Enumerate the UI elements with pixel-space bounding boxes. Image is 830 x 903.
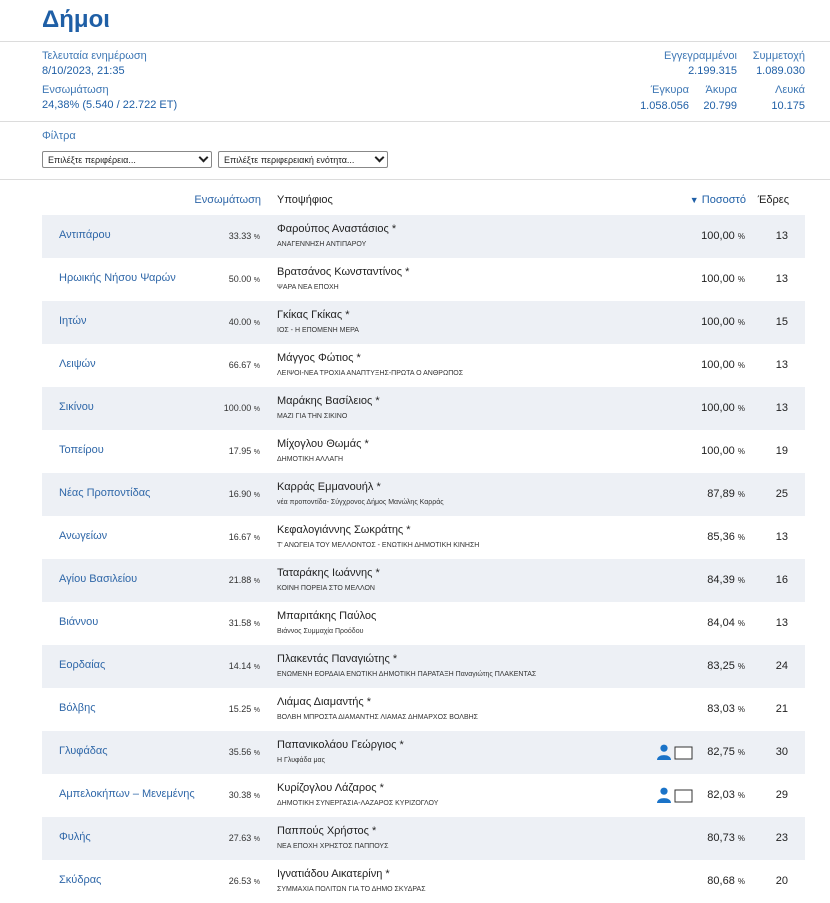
- percent-unit: %: [253, 449, 260, 456]
- table-row[interactable]: [42, 688, 805, 731]
- percentage-value: 87,89: [707, 488, 735, 500]
- person-icon: [657, 788, 671, 803]
- table-row[interactable]: [42, 860, 805, 903]
- region-select-text: Επιλέξτε περιφέρεια...: [48, 155, 136, 165]
- integration-percent: [229, 790, 260, 800]
- integration-value: 31.58: [228, 618, 252, 628]
- candidate-name: [277, 696, 371, 708]
- percent-unit: %: [253, 363, 260, 370]
- integration-percent: [229, 489, 260, 499]
- table-row[interactable]: [42, 731, 805, 774]
- party-name: ΑΝΑΓΕΝΝΗΣΗ ΑΝΤΙΠΑΡΟΥ: [277, 241, 367, 248]
- integration-percent: [229, 833, 260, 843]
- integration-value: 40.00: [228, 317, 252, 327]
- municipality-link[interactable]: Αμπελοκήπων – Μενεμένης: [59, 788, 195, 800]
- percentage-value: 80,68: [707, 875, 735, 887]
- party-name: Βιάννος Συμμαχία Προόδου: [277, 628, 364, 635]
- integration-value: 21.88: [228, 575, 252, 585]
- table-row[interactable]: [42, 430, 805, 473]
- candidate-name-text: Κεφαλογιάννης Σωκράτης: [277, 524, 404, 536]
- turnout-value: 1.089.030: [756, 65, 805, 77]
- candidate-name: [277, 610, 376, 622]
- percentage-value: 100,00: [701, 230, 735, 242]
- percent-unit: %: [253, 707, 260, 714]
- municipality-link[interactable]: Νέας Προποντίδας: [59, 487, 151, 499]
- municipality-link[interactable]: Αντιπάρου: [59, 229, 111, 241]
- candidate-name-text: Μίχογλου Θωμάς: [277, 438, 362, 450]
- registered-label: Εγγεγραμμένοι: [664, 50, 737, 62]
- invalid-label: Άκυρα: [705, 84, 737, 96]
- percentage-value: 82,75: [707, 746, 735, 758]
- integration-value: 17.95: [228, 446, 252, 456]
- candidate-name-text: Γκίκας Γκίκας: [277, 309, 343, 321]
- municipality-link[interactable]: Ηρωικής Νήσου Ψαρών: [59, 272, 176, 284]
- municipality-link[interactable]: Λειψών: [59, 358, 96, 370]
- seats-count: 20: [775, 875, 788, 887]
- table-row[interactable]: [42, 774, 805, 817]
- candidate-name-text: Μάγγος Φώτιος: [277, 352, 354, 364]
- valid-value: 1.058.056: [640, 100, 689, 112]
- integration-percent: [229, 747, 260, 757]
- percent-unit: %: [253, 277, 260, 284]
- candidate-name: [277, 352, 361, 364]
- candidate-name-text: Βρατσάνος Κωνσταντίνος: [277, 266, 403, 278]
- candidate-name: [277, 395, 380, 407]
- municipality-link[interactable]: Σκύδρας: [59, 874, 102, 886]
- divider: [0, 121, 830, 122]
- municipality-link[interactable]: Φυλής: [59, 831, 91, 843]
- vote-percentage: [701, 359, 745, 371]
- municipality-link[interactable]: Ανωγείων: [59, 530, 108, 542]
- candidate-name-text: Μπαριτάκης Παύλος: [277, 610, 377, 622]
- candidate-name: [277, 266, 409, 278]
- vote-percentage: [707, 703, 745, 715]
- party-name: ΨΑΡΑ ΝΕΑ ΕΠΟΧΗ: [277, 284, 339, 291]
- candidate-name: [277, 782, 384, 794]
- municipality-link[interactable]: Εορδαίας: [59, 659, 106, 671]
- vote-percentage: [701, 316, 745, 328]
- integration-value: 35.56: [228, 747, 252, 757]
- candidate-name: [277, 481, 381, 493]
- integration-percent: [229, 360, 260, 370]
- percentage-value: 100,00: [701, 445, 735, 457]
- vote-percentage: [707, 789, 745, 801]
- percent-unit: %: [737, 490, 745, 499]
- party-name: ΙΟΣ - Η ΕΠΟΜΕΝΗ ΜΕΡΑ: [277, 327, 359, 334]
- percent-unit: %: [737, 877, 745, 886]
- elected-star: *: [376, 481, 381, 493]
- elected-star: *: [406, 524, 411, 536]
- party-name: Τ' ΑΝΩΓΕΙΑ ΤΟΥ ΜΕΛΛΟΝΤΟΣ - ΕΝΩΤΙΚΗ ΔΗΜΟΤΙΚΗ ΚΙΝΗΣΗ: [277, 542, 480, 549]
- integration-percent: [229, 446, 260, 456]
- header-percentage[interactable]: [690, 194, 746, 206]
- candidate-name: [277, 825, 376, 837]
- elected-star: *: [392, 653, 398, 665]
- percent-unit: %: [253, 320, 260, 327]
- candidate-name: [277, 567, 380, 579]
- party-name: ΝΕΑ ΕΠΟΧΗ ΧΡΗΣΤΟΣ ΠΑΠΠΟΥΣ: [277, 843, 389, 850]
- integration-value: 27.63: [228, 833, 252, 843]
- candidate-icons[interactable]: [657, 744, 693, 760]
- turnout-label: Συμμετοχή: [752, 50, 805, 62]
- percentage-value: 83,03: [707, 703, 735, 715]
- registered-value: 2.199.315: [688, 65, 737, 77]
- person-icon: [657, 745, 671, 760]
- elected-star: *: [372, 825, 377, 837]
- table-row[interactable]: [42, 301, 805, 344]
- percentage-value: 83,25: [707, 660, 735, 672]
- vote-percentage: [707, 875, 745, 887]
- party-name: ΜΑΖΙ ΓΙΑ ΤΗΝ ΣΙΚΙΝΟ: [277, 413, 348, 420]
- blank-label: Λευκά: [775, 84, 805, 96]
- vote-percentage: [707, 660, 745, 672]
- integration-percent: [229, 704, 260, 714]
- candidate-name-text: Ιγνατιάδου Αικατερίνη: [277, 868, 383, 880]
- table-row[interactable]: [42, 258, 805, 301]
- candidate-name-text: Κυρίζογλου Λάζαρος: [277, 782, 377, 794]
- candidate-name: [277, 524, 411, 536]
- percent-unit: %: [253, 836, 260, 843]
- party-name: ΛΕΙΨΟΙ-ΝΕΑ ΤΡΟΧΙΑ ΑΝΑΠΤΥΞΗΣ-ΠΡΩΤΑ Ο ΑΝΘΡΩΠΟΣ: [277, 370, 464, 377]
- percent-unit: %: [737, 791, 745, 800]
- seats-count: 13: [775, 359, 788, 371]
- percent-unit: %: [253, 492, 260, 499]
- integration-value: 26.53: [228, 876, 252, 886]
- elected-star: *: [366, 696, 372, 708]
- elected-star: *: [379, 782, 384, 794]
- table-row[interactable]: [42, 817, 805, 860]
- integration-value: 15.25: [228, 704, 252, 714]
- integration-value: 14.14: [228, 661, 252, 671]
- elected-star: *: [356, 352, 361, 364]
- percent-unit: %: [253, 750, 260, 757]
- vote-percentage: [707, 617, 745, 629]
- elected-star: *: [399, 739, 404, 751]
- percentage-value: 84,39: [707, 574, 735, 586]
- percent-unit: %: [737, 619, 745, 628]
- filters-label: Φίλτρα: [42, 130, 76, 142]
- profile-box-icon: [675, 747, 692, 759]
- region-select[interactable]: [42, 151, 212, 168]
- integration-percent: [229, 575, 260, 585]
- percent-unit: %: [253, 879, 260, 886]
- seats-count: 19: [775, 445, 788, 457]
- vote-percentage: [701, 230, 745, 242]
- elected-star: *: [391, 223, 397, 235]
- candidate-name-text: Μαράκης Βασίλειος: [277, 395, 373, 407]
- candidate-name: [277, 309, 349, 321]
- party-name: ΕΝΩΜΕΝΗ ΕΟΡΔΑΙΑ ΕΝΩΤΙΚΗ ΔΗΜΟΤΙΚΗ ΠΑΡΑΤΑΞΗ Παναγιώτης ΠΛΑΚΕΝΤΑΣ: [277, 671, 537, 678]
- integration-percent: [229, 661, 260, 671]
- candidate-name-text: Καρράς Εμμανουήλ: [277, 481, 374, 493]
- divider: [0, 41, 830, 42]
- table-row[interactable]: [42, 602, 805, 645]
- percentage-value: 82,03: [707, 789, 735, 801]
- seats-count: 23: [775, 832, 788, 844]
- elected-star: *: [345, 309, 350, 321]
- percent-unit: %: [737, 576, 745, 585]
- integration-value: 16.67: [228, 532, 252, 542]
- candidate-name: [277, 739, 404, 751]
- seats-count: 13: [775, 617, 788, 629]
- seats-count: 13: [775, 531, 788, 543]
- party-name: ΔΗΜΟΤΙΚΗ ΣΥΝΕΡΓΑΣΙΑ-ΛΑΖΑΡΟΣ ΚΥΡΙΖΟΓΛΟΥ: [277, 800, 439, 807]
- seats-count: 13: [775, 230, 788, 242]
- header-seats[interactable]: Έδρες: [757, 194, 789, 206]
- percentage-value: 84,04: [707, 617, 735, 629]
- integration-value: 30.38: [228, 790, 252, 800]
- integration-label: Ενσωμάτωση: [42, 84, 109, 96]
- elected-star: *: [405, 266, 410, 278]
- candidate-name-text: Λιάμας Διαμαντής: [277, 696, 364, 708]
- candidate-icons[interactable]: [657, 787, 693, 803]
- vote-percentage: [701, 273, 745, 285]
- vote-percentage: [707, 746, 745, 758]
- percent-unit: %: [737, 662, 745, 671]
- municipality-link[interactable]: Βιάννου: [59, 616, 99, 628]
- municipality-link[interactable]: Βόλβης: [59, 702, 96, 714]
- chevron-down-icon: [199, 153, 209, 163]
- vote-percentage: [707, 531, 745, 543]
- percentage-value: 100,00: [701, 359, 735, 371]
- vote-percentage: [707, 488, 745, 500]
- seats-count: 13: [775, 402, 788, 414]
- percent-unit: %: [737, 275, 745, 284]
- integration-percent: [229, 274, 260, 284]
- percentage-value: 100,00: [701, 273, 735, 285]
- table-row[interactable]: [42, 645, 805, 688]
- integration-value: 24,38% (5.540 / 22.722 ΕΤ): [42, 99, 178, 111]
- municipality-link[interactable]: Σικίνου: [59, 401, 94, 413]
- last-update-label: Τελευταία ενημέρωση: [42, 50, 147, 62]
- seats-count: 25: [775, 488, 788, 500]
- table-row[interactable]: [42, 215, 805, 258]
- integration-percent: [229, 231, 260, 241]
- party-name: ΣΥΜΜΑΧΙΑ ΠΟΛΙΤΩΝ ΓΙΑ ΤΟ ΔΗΜΟ ΣΚΥΔΡΑΣ: [277, 886, 426, 893]
- percentage-value: 80,73: [707, 832, 735, 844]
- elected-star: *: [375, 395, 380, 407]
- divider: [0, 179, 830, 180]
- percent-unit: %: [737, 447, 745, 456]
- candidate-name-text: Παππούς Χρήστος: [277, 825, 369, 837]
- percent-unit: %: [737, 361, 745, 370]
- candidate-name-text: Φαρούπος Αναστάσιος: [277, 223, 389, 235]
- party-name: Η Γλυφάδα μας: [277, 757, 325, 764]
- table-row[interactable]: [42, 344, 805, 387]
- regional-unit-select-text: Επιλέξτε περιφερειακή ενότητα...: [224, 155, 355, 165]
- municipality-link[interactable]: Γλυφάδας: [59, 745, 108, 757]
- vote-percentage: [707, 832, 745, 844]
- seats-count: 24: [775, 660, 788, 672]
- municipality-link[interactable]: Ιητών: [59, 315, 87, 327]
- integration-percent: [229, 317, 260, 327]
- percent-unit: %: [737, 748, 745, 757]
- integration-percent: [229, 876, 260, 886]
- percent-unit: %: [737, 404, 745, 413]
- candidate-name-text: Πλακεντάς Παναγιώτης: [277, 653, 390, 665]
- seats-count: 16: [775, 574, 788, 586]
- seats-count: 29: [775, 789, 788, 801]
- integration-percent: [224, 403, 260, 413]
- integration-value: 100.00: [223, 403, 252, 413]
- percent-unit: %: [253, 234, 260, 241]
- candidate-name: [277, 868, 390, 880]
- percent-unit: %: [253, 793, 260, 800]
- integration-percent: [229, 618, 260, 628]
- percent-unit: %: [253, 535, 260, 542]
- percent-unit: %: [737, 232, 745, 241]
- candidate-name-text: Παπανικολάου Γεώργιος: [277, 739, 397, 751]
- integration-value: 50.00: [228, 274, 252, 284]
- last-update-value: 8/10/2023, 21:35: [42, 65, 125, 77]
- percentage-value: 100,00: [701, 316, 735, 328]
- page-title: Δήμοι: [42, 6, 110, 33]
- integration-value: 33.33: [228, 231, 252, 241]
- percentage-value: 85,36: [707, 531, 735, 543]
- candidate-name: [277, 653, 397, 665]
- profile-box-icon: [675, 790, 692, 802]
- valid-label: Έγκυρα: [650, 84, 689, 96]
- integration-percent: [229, 532, 260, 542]
- vote-percentage: [701, 402, 745, 414]
- percent-unit: %: [253, 621, 260, 628]
- municipality-link[interactable]: Τοπείρου: [59, 444, 104, 456]
- percentage-value: 100,00: [701, 402, 735, 414]
- regional-unit-select[interactable]: [218, 151, 388, 168]
- elected-star: *: [375, 567, 380, 579]
- header-integration[interactable]: Ενσωμάτωση: [194, 194, 261, 206]
- party-name: ΒΟΛΒΗ ΜΠΡΟΣΤΑ ΔΙΑΜΑΝΤΗΣ ΛΙΑΜΑΣ ΔΗΜΑΡΧΟΣ ΒΟΛΒΗΣ: [277, 714, 478, 721]
- table-row[interactable]: [42, 387, 805, 430]
- percent-unit: %: [253, 406, 260, 413]
- vote-percentage: [701, 445, 745, 457]
- percent-unit: %: [253, 578, 260, 585]
- seats-count: 13: [775, 273, 788, 285]
- percent-unit: %: [737, 834, 745, 843]
- candidate-name: [277, 223, 396, 235]
- candidate-name-text: Ταταράκης Ιωάννης: [277, 567, 373, 579]
- header-percentage-label: Ποσοστό: [701, 194, 746, 206]
- table-row[interactable]: [42, 559, 805, 602]
- seats-count: 15: [775, 316, 788, 328]
- vote-percentage: [707, 574, 745, 586]
- elected-star: *: [385, 868, 390, 880]
- table-row[interactable]: [42, 473, 805, 516]
- blank-value: 10.175: [771, 100, 805, 112]
- integration-value: 16.90: [228, 489, 252, 499]
- sort-desc-icon: ▼: [689, 195, 699, 205]
- percent-unit: %: [737, 318, 745, 327]
- chevron-down-icon: [375, 153, 385, 163]
- percent-unit: %: [253, 664, 260, 671]
- integration-value: 66.67: [228, 360, 252, 370]
- table-row[interactable]: [42, 516, 805, 559]
- percent-unit: %: [737, 533, 745, 542]
- header-candidate[interactable]: Υποψήφιος: [277, 194, 333, 206]
- percent-unit: %: [737, 705, 745, 714]
- seats-count: 30: [775, 746, 788, 758]
- seats-count: 21: [775, 703, 788, 715]
- municipality-link[interactable]: Αγίου Βασιλείου: [59, 573, 138, 585]
- party-name: ΔΗΜΟΤΙΚΗ ΑΛΛΑΓΗ: [277, 456, 344, 463]
- party-name: ΚΟΙΝΗ ΠΟΡΕΙΑ ΣΤΟ ΜΕΛΛΟΝ: [277, 585, 375, 592]
- elected-star: *: [364, 438, 369, 450]
- party-name: νέα προποντίδα- Σύγχρονος Δήμος Μανώλης Καρράς: [277, 499, 444, 506]
- candidate-name: [277, 438, 369, 450]
- invalid-value: 20.799: [703, 100, 737, 112]
